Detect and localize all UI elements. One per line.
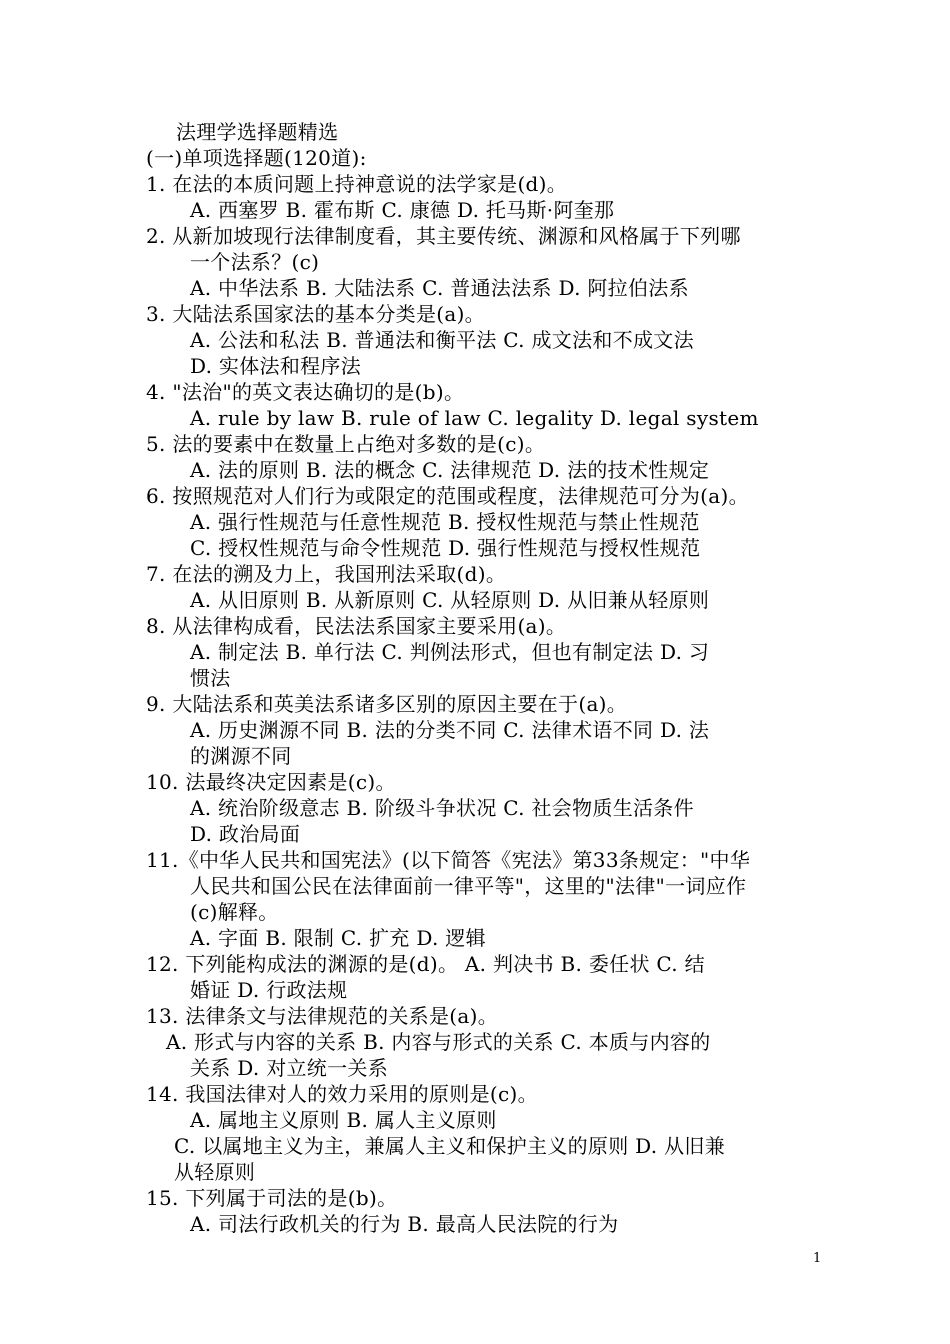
question-line: 10. 法最终决定因素是(c)。 [146,770,396,794]
question-line: 11.《中华人民共和国宪法》(以下简答《宪法》第33条规定："中华 [146,848,751,872]
option-continuation: 惯法 [190,666,231,690]
option-line: A. 统治阶级意志 B. 阶级斗争状况 C. 社会物质生活条件 [190,796,694,820]
option-continuation: 的渊源不同 [190,744,292,768]
question-line: 9. 大陆法系和英美法系诸多区别的原因主要在于(a)。 [146,692,628,716]
question-line: 14. 我国法律对人的效力采用的原则是(c)。 [146,1082,538,1106]
option-continuation: 关系 D. 对立统一关系 [190,1056,388,1080]
question-line: 13. 法律条文与法律规范的关系是(a)。 [146,1004,498,1028]
document-title: 法理学选择题精选 [176,120,339,144]
section-heading: (一)单项选择题(120道): [146,146,367,170]
option-line: A. 西塞罗 B. 霍布斯 C. 康德 D. 托马斯·阿奎那 [190,198,615,222]
question-line: 7. 在法的溯及力上，我国刑法采取(d)。 [146,562,507,586]
question-continuation: 一个法系？(c) [190,250,320,274]
option-line: A. 司法行政机关的行为 B. 最高人民法院的行为 [190,1212,619,1236]
page-number: 1 [813,1251,822,1266]
question-line: 6. 按照规范对人们行为或限定的范围或程度，法律规范可分为(a)。 [146,484,749,508]
option-line: D. 政治局面 [190,822,301,846]
option-line: A. 形式与内容的关系 B. 内容与形式的关系 C. 本质与内容的 [166,1030,711,1054]
option-line: A. 中华法系 B. 大陆法系 C. 普通法法系 D. 阿拉伯法系 [190,276,689,300]
option-line: A. 制定法 B. 单行法 C. 判例法形式，但也有制定法 D. 习 [190,640,710,664]
option-line: A. 公法和私法 B. 普通法和衡平法 C. 成文法和不成文法 [190,328,694,352]
question-line: 3. 大陆法系国家法的基本分类是(a)。 [146,302,485,326]
option-line: A. 属地主义原则 B. 属人主义原则 [190,1108,497,1132]
option-line: C. 以属地主义为主，兼属人主义和保护主义的原则 D. 从旧兼 [174,1134,725,1158]
option-continuation: 从轻原则 [174,1160,256,1184]
option-line: A. 历史渊源不同 B. 法的分类不同 C. 法律术语不同 D. 法 [190,718,710,742]
question-continuation: (c)解释。 [190,900,279,924]
question-line: 4. "法治"的英文表达确切的是(b)。 [146,380,465,404]
option-line: A. rule by law B. rule of law C. legality D. legal system [190,406,759,430]
option-line: A. 从旧原则 B. 从新原则 C. 从轻原则 D. 从旧兼从轻原则 [190,588,710,612]
option-line: A. 字面 B. 限制 C. 扩充 D. 逻辑 [190,926,486,950]
question-continuation: 人民共和国公民在法律面前一律平等"，这里的"法律"一词应作 [190,874,747,898]
question-line: 2. 从新加坡现行法律制度看，其主要传统、渊源和风格属于下列哪 [146,224,741,248]
question-line: 12. 下列能构成法的渊源的是(d)。 A. 判决书 B. 委任状 C. 结 [146,952,705,976]
question-line: 1. 在法的本质问题上持神意说的法学家是(d)。 [146,172,568,196]
question-line: 15. 下列属于司法的是(b)。 [146,1186,398,1210]
question-line: 5. 法的要素中在数量上占绝对多数的是(c)。 [146,432,546,456]
option-line: C. 授权性规范与命令性规范 D. 强行性规范与授权性规范 [190,536,701,560]
option-line: A. 法的原则 B. 法的概念 C. 法律规范 D. 法的技术性规定 [190,458,710,482]
question-line: 8. 从法律构成看，民法法系国家主要采用(a)。 [146,614,567,638]
option-continuation: 婚证 D. 行政法规 [190,978,348,1002]
option-line: D. 实体法和程序法 [190,354,362,378]
option-line: A. 强行性规范与任意性规范 B. 授权性规范与禁止性规范 [190,510,700,534]
